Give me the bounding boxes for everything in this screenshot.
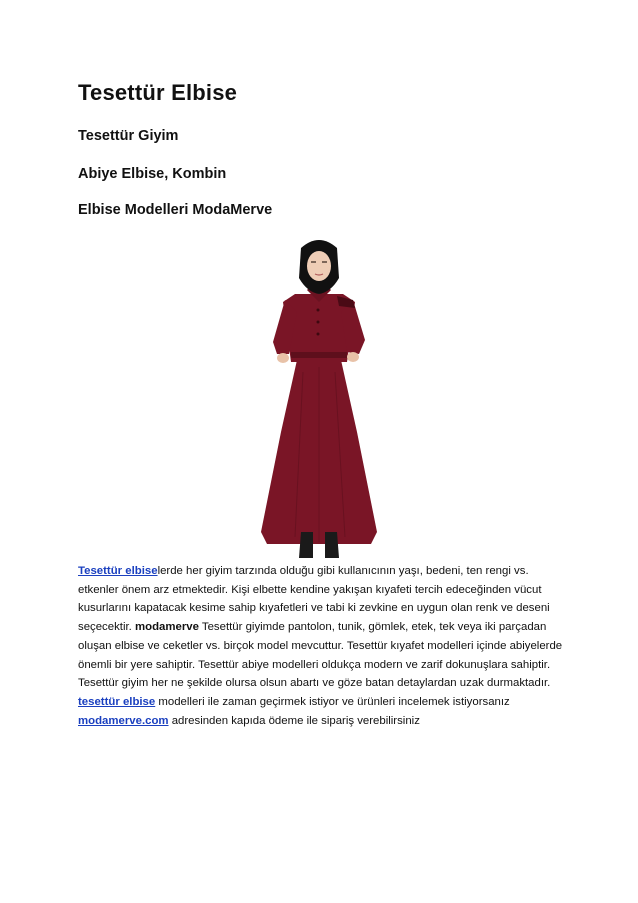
paragraph-text-1: lerde her giyim tarzında olduğu gibi kullanıcının yaşı, bedeni, ten rengi vs. etkenler önem arz etmektedir. Kişi elbette kendine yakışan kıyafeti tercih edeceğinden vücut kusurlarını kapatacak kesime sahip kıyafetleri ve tabi ki zevkine en uygun olan renk ve deseni seçecektir.: [78, 565, 550, 634]
paragraph-text-3: modelleri ile zaman geçirmek istiyor ve ürünleri incelemek istiyorsanız: [155, 695, 510, 708]
model-photo: [207, 232, 431, 568]
subheading-abiye: Abiye Elbise, Kombin: [78, 166, 227, 182]
subheading-giyim: Tesettür Giyim: [78, 128, 179, 144]
modamerve-bold: modamerve: [134, 621, 199, 634]
subheading-modelleri: Elbise Modelleri ModaMerve: [78, 202, 273, 218]
paragraph-text-2: Tesettür giyimde pantolon, tunik, gömlek, etek, tek veya iki parçadan oluşan elbise ve ceketler vs. birçok model mevcuttur. Tesettür kıyafet modelleri içinde abiyelerde önemli bir yere sahiptir. Tesettür abiye modelleri oldukça modern ve zarif dokunuşlara sahiptir. Tesettür giyim her ne şekilde olursa olsun abartı ve göze batan detaylardan uzak durmaktadır.: [78, 621, 563, 690]
tesettur-elbise-link[interactable]: Tesettür elbise: [78, 565, 158, 577]
tesettur-elbise-link-2[interactable]: tesettür elbise: [78, 695, 156, 708]
page-title: Tesettür Elbise: [78, 80, 238, 105]
model-photo-icon: [207, 232, 431, 568]
modamerve-com-link[interactable]: modamerve.com: [78, 714, 169, 727]
paragraph-text-4: adresinden kapıda ödeme ile sipariş verebilirsiniz: [168, 714, 420, 727]
body-paragraph: [78, 562, 568, 730]
